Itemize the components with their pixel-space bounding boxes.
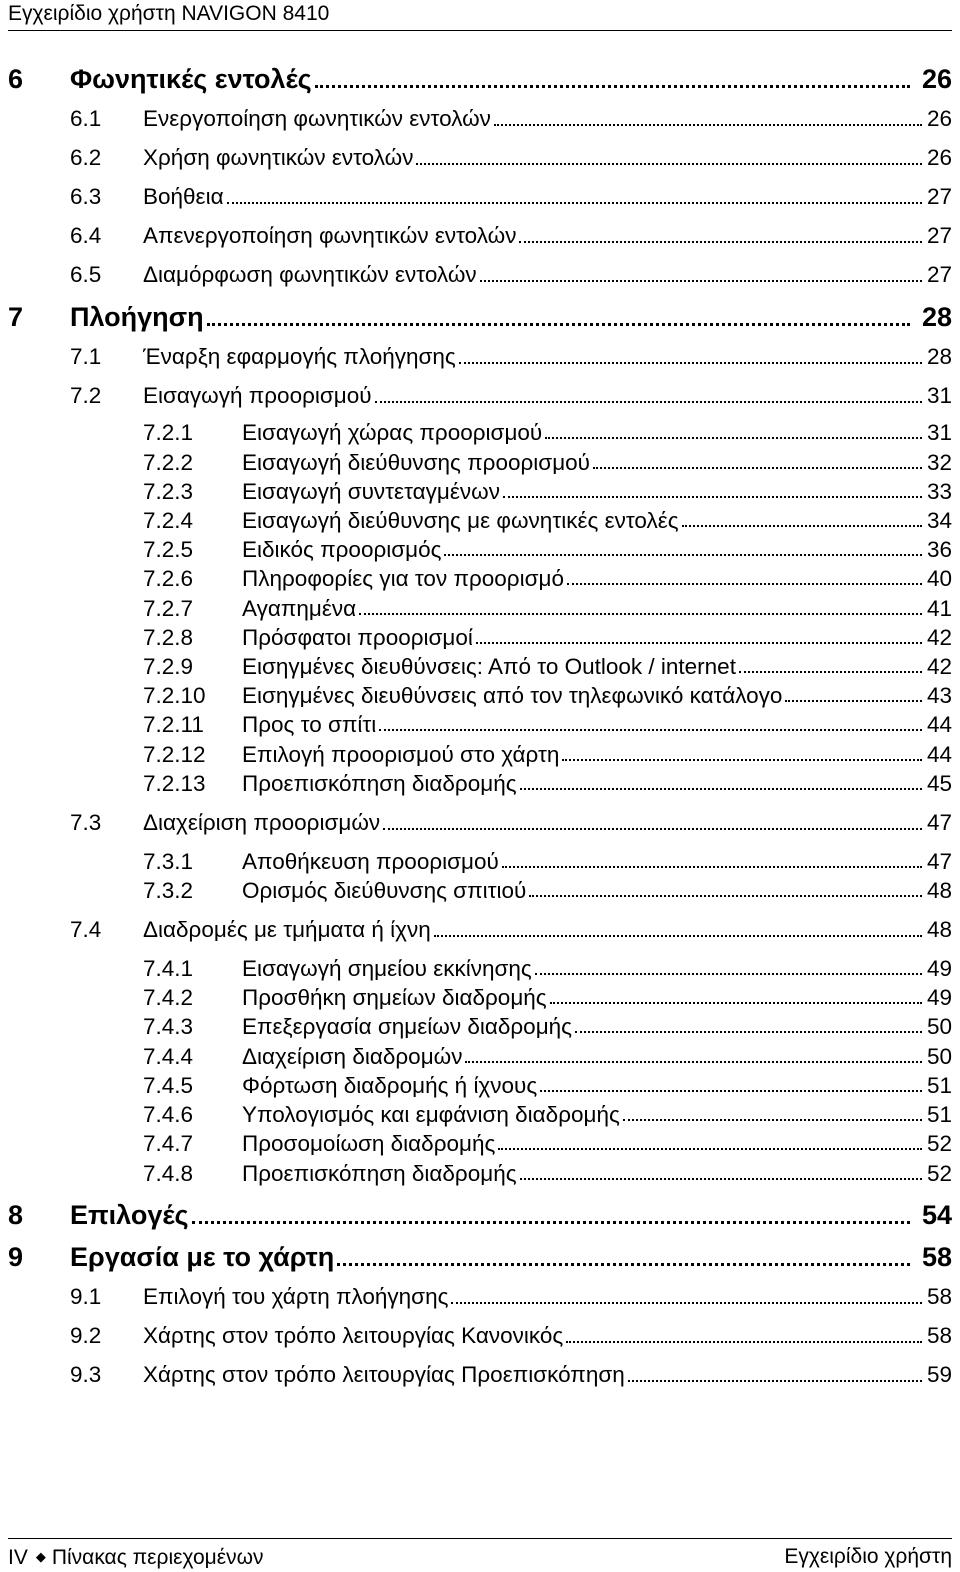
- toc-entry-number: 7.2.11: [143, 712, 204, 737]
- toc-entry-title: Αποθήκευση προορισμού: [242, 849, 499, 874]
- toc-entry[interactable]: [0, 221, 960, 251]
- toc-entry-page: 50: [926, 1014, 952, 1039]
- toc-entry-title: Φωνητικές εντολές: [70, 64, 312, 94]
- toc-entry[interactable]: [0, 808, 960, 838]
- toc-entry-number: 7.2.8: [143, 625, 194, 650]
- toc-entry-title: Διαδρομές με τμήματα ή ίχνη: [143, 917, 431, 942]
- dot-leader: [383, 808, 922, 838]
- dot-leader: [566, 1321, 922, 1351]
- toc-entry-number: 7.4.1: [143, 956, 194, 981]
- toc-entry-page: 44: [926, 712, 952, 737]
- toc-entry-title: Προσθήκη σημείων διαδρομής: [242, 985, 547, 1010]
- dot-leader: [207, 299, 910, 335]
- toc-entry-page: 47: [926, 849, 952, 874]
- toc-entry-page: 49: [926, 956, 952, 981]
- toc-entry[interactable]: [0, 915, 960, 945]
- toc-entry-page: 51: [926, 1073, 952, 1098]
- toc-entry-page: 28: [926, 344, 952, 369]
- dot-leader: [465, 1042, 922, 1071]
- dot-leader: [503, 477, 922, 506]
- toc-entry[interactable]: [0, 260, 960, 290]
- toc-entry-number: 7.2.3: [143, 479, 194, 504]
- dot-leader: [562, 740, 922, 769]
- toc-entry-page: 58: [926, 1323, 952, 1348]
- toc-entry-number: 7.2.13: [143, 771, 206, 796]
- toc-entry-number: 9.3: [70, 1362, 102, 1387]
- toc-entry[interactable]: [0, 182, 960, 212]
- dot-leader: [359, 594, 922, 623]
- toc-entry[interactable]: [0, 1321, 960, 1351]
- toc-entry-number: 7.4.7: [143, 1131, 194, 1156]
- toc-entry-page: 26: [926, 145, 952, 170]
- toc-entry-page: 48: [926, 917, 952, 942]
- toc-entry-title: Εισαγωγή διεύθυνσης προορισμού: [242, 450, 590, 475]
- dot-leader: [520, 1159, 922, 1188]
- toc-entry-page: 52: [926, 1131, 952, 1156]
- dot-leader: [476, 623, 922, 652]
- toc-entry-page: 26: [921, 64, 952, 94]
- toc-entry[interactable]: [0, 710, 960, 739]
- toc-entry[interactable]: [0, 381, 960, 411]
- toc-entry[interactable]: [0, 652, 960, 681]
- toc-entry-page: 54: [921, 1200, 952, 1230]
- toc-entry-page: 27: [926, 223, 952, 248]
- toc-entry[interactable]: [0, 342, 960, 372]
- toc-entry[interactable]: [0, 983, 960, 1012]
- toc-entry-number: 7.4.6: [143, 1102, 194, 1127]
- toc-entry-title: Προς το σπίτι: [242, 712, 377, 737]
- footer-left: [8, 1543, 263, 1572]
- toc-entry-page: 40: [926, 566, 952, 591]
- toc-entry-page: 31: [926, 383, 952, 408]
- footer-right: Εγχειρίδιο χρήστη: [784, 1545, 952, 1568]
- toc-entry[interactable]: [0, 740, 960, 769]
- toc-entry-number: 7: [8, 302, 24, 332]
- dot-leader: [545, 418, 922, 447]
- toc-entry[interactable]: [0, 1239, 960, 1275]
- toc-entry[interactable]: [0, 1129, 960, 1158]
- toc-entry-title: Εισηγμένες διευθύνσεις από τον τηλεφωνικό κατάλογο: [242, 683, 783, 708]
- toc-entry-page: 49: [926, 985, 952, 1010]
- toc-entry-number: 6.1: [70, 106, 102, 131]
- dot-leader: [379, 710, 922, 739]
- toc-entry[interactable]: [0, 847, 960, 876]
- toc-entry-title: Διαχείριση προορισμών: [143, 810, 381, 835]
- toc-entry-page: 33: [926, 479, 952, 504]
- toc-entry-title: Απενεργοποίηση φωνητικών εντολών: [143, 223, 517, 248]
- toc-entry[interactable]: [0, 954, 960, 983]
- toc-entry-number: 7.2.12: [143, 742, 206, 767]
- toc-entry-page: 48: [926, 878, 952, 903]
- toc-entry[interactable]: [0, 299, 960, 335]
- dot-leader: [444, 535, 922, 564]
- dot-leader: [434, 915, 922, 945]
- toc-entry-title: Αγαπημένα: [242, 596, 357, 621]
- toc-entry-number: 6.4: [70, 223, 102, 248]
- dot-leader: [628, 1360, 922, 1390]
- toc-entry-title: Προεπισκόπηση διαδρομής: [242, 1161, 517, 1186]
- dot-leader: [785, 681, 922, 710]
- toc-entry-page: 43: [926, 683, 952, 708]
- toc-entry-number: 6.2: [70, 145, 102, 170]
- toc-entry-title: Υπολογισμός και εμφάνιση διαδρομής: [242, 1102, 620, 1127]
- toc-entry-number: 9: [8, 1242, 24, 1272]
- dot-leader: [494, 104, 922, 134]
- dot-leader: [192, 1197, 910, 1233]
- toc-entry-title: Προεπισκόπηση διαδρομής: [242, 771, 517, 796]
- toc-entry[interactable]: [0, 104, 960, 134]
- toc-entry-page: 52: [926, 1161, 952, 1186]
- toc-entry[interactable]: [0, 1012, 960, 1041]
- toc-entry-title: Προσομοίωση διαδρομής: [242, 1131, 496, 1156]
- dot-leader: [575, 1012, 922, 1041]
- toc-entry-page: 59: [926, 1362, 952, 1387]
- toc-entry-number: 8: [8, 1200, 24, 1230]
- toc-entry-title: Εισαγωγή διεύθυνσης με φωνητικές εντολές: [242, 508, 679, 533]
- toc-entry-number: 7.4: [70, 917, 102, 942]
- toc-entry[interactable]: [0, 61, 960, 97]
- toc-entry-number: 7.2.2: [143, 450, 194, 475]
- toc-entry-page: 26: [926, 106, 952, 131]
- toc-entry[interactable]: [0, 448, 960, 477]
- dot-leader: [567, 564, 922, 593]
- toc-entry[interactable]: [0, 1360, 960, 1390]
- toc-entry-page: 28: [921, 302, 952, 332]
- toc-entry-number: 7.4.4: [143, 1044, 194, 1069]
- toc-entry-title: Εισηγμένες διευθύνσεις: Από το Outlook / internet: [242, 654, 736, 679]
- dot-leader: [227, 182, 922, 212]
- toc-entry-number: 7.2.7: [143, 596, 194, 621]
- toc-entry-title: Χάρτης στον τρόπο λειτουργίας Κανονικός: [143, 1323, 564, 1348]
- toc-entry[interactable]: [0, 623, 960, 652]
- toc-entry-number: 7.2.4: [143, 508, 194, 533]
- toc-entry-number: 7.3.1: [143, 849, 194, 874]
- dot-leader: [535, 954, 922, 983]
- page-footer: [8, 1538, 952, 1572]
- toc-entry-title: Εισαγωγή χώρας προορισμού: [242, 420, 543, 445]
- toc-entry-title: Επιλογή προορισμού στο χάρτη: [242, 742, 560, 767]
- toc-entry-number: 7.4.2: [143, 985, 194, 1010]
- toc-entry[interactable]: [0, 564, 960, 593]
- toc-entry-number: 7.1: [70, 344, 102, 369]
- toc-entry-title: Εισαγωγή σημείου εκκίνησης: [242, 956, 532, 981]
- toc-entry-number: 7.3: [70, 810, 102, 835]
- toc-entry[interactable]: [0, 1100, 960, 1129]
- toc-entry[interactable]: [0, 506, 960, 535]
- dot-leader: [593, 448, 922, 477]
- toc-entry-number: 7.2.10: [143, 683, 206, 708]
- dot-leader: [498, 1129, 922, 1158]
- toc-entry-page: 58: [921, 1242, 952, 1272]
- toc-entry-page: 44: [926, 742, 952, 767]
- dot-leader: [519, 221, 922, 251]
- toc-entry-title: Φόρτωση διαδρομής ή ίχνους: [242, 1073, 538, 1098]
- dot-leader: [540, 1071, 922, 1100]
- dot-leader: [480, 260, 922, 290]
- toc-entry-page: 32: [926, 450, 952, 475]
- toc-entry-number: 9.1: [70, 1284, 102, 1309]
- toc-entry-number: 7.2.6: [143, 566, 194, 591]
- toc-entry-title: Επιλογή του χάρτη πλοήγησης: [143, 1284, 449, 1309]
- toc-entry-number: 7.2.5: [143, 537, 194, 562]
- toc-entry-number: 7.2: [70, 383, 102, 408]
- toc-entry-title: Πλοήγηση: [70, 302, 204, 332]
- toc-entry[interactable]: [0, 1042, 960, 1071]
- dot-leader: [315, 61, 910, 97]
- toc-entry-number: 7.2.1: [143, 420, 194, 445]
- toc-entry-number: 7.2.9: [143, 654, 194, 679]
- toc-entry-title: Έναρξη εφαρμογής πλοήγησης: [143, 344, 456, 369]
- toc-entry[interactable]: [0, 769, 960, 798]
- toc-entry-number: 6.5: [70, 262, 102, 287]
- toc-entry-page: 42: [926, 625, 952, 650]
- dot-leader: [520, 769, 922, 798]
- dot-leader: [550, 983, 922, 1012]
- toc-entry-page: 50: [926, 1044, 952, 1069]
- toc-entry-page: 45: [926, 771, 952, 796]
- toc-entry-number: 9.2: [70, 1323, 102, 1348]
- toc-entry-title: Πρόσφατοι προορισμοί: [242, 625, 473, 650]
- dot-leader: [502, 847, 922, 876]
- toc-entry-number: 6: [8, 64, 24, 94]
- toc-entry-page: 47: [926, 810, 952, 835]
- dot-leader: [459, 342, 922, 372]
- toc-entry-title: Επεξεργασία σημείων διαδρομής: [242, 1014, 573, 1039]
- dot-leader: [623, 1100, 922, 1129]
- toc-entry[interactable]: [0, 1282, 960, 1312]
- toc-entry[interactable]: [0, 681, 960, 710]
- dot-leader: [451, 1282, 922, 1312]
- toc-entry-page: 27: [926, 184, 952, 209]
- toc-entry-title: Ενεργοποίηση φωνητικών εντολών: [143, 106, 491, 131]
- toc-entry-page: 58: [926, 1284, 952, 1309]
- toc-entry-title: Βοήθεια: [143, 184, 224, 209]
- footer-page-label: IV: [8, 1546, 28, 1569]
- toc-entry-title: Επιλογές: [70, 1200, 189, 1230]
- toc-entry-page: 27: [926, 262, 952, 287]
- toc-entry[interactable]: [0, 1071, 960, 1100]
- header-title: Εγχειρίδιο χρήστη NAVIGON 8410: [8, 2, 330, 25]
- toc-entry[interactable]: [0, 535, 960, 564]
- toc-entry-title: Ορισμός διεύθυνσης σπιτιού: [242, 878, 527, 903]
- toc-entry-number: 7.3.2: [143, 878, 194, 903]
- toc-entry-title: Πληροφορίες για τον προορισμό: [242, 566, 564, 591]
- toc-entry-number: 6.3: [70, 184, 102, 209]
- dot-leader: [739, 652, 922, 681]
- toc-entry-page: 36: [926, 537, 952, 562]
- toc-entry-title: Ειδικός προορισμός: [242, 537, 442, 562]
- toc-entry-page: 42: [926, 654, 952, 679]
- dot-leader: [337, 1239, 910, 1275]
- toc-entry-number: 7.4.8: [143, 1161, 194, 1186]
- toc-entry-title: Εισαγωγή συντεταγμένων: [242, 479, 500, 504]
- dot-leader: [682, 506, 922, 535]
- toc-entry-title: Εισαγωγή προορισμού: [143, 383, 372, 408]
- toc-entry-title: Χρήση φωνητικών εντολών: [143, 145, 414, 170]
- toc-entry-title: Διαμόρφωση φωνητικών εντολών: [143, 262, 477, 287]
- toc-entry[interactable]: [0, 143, 960, 173]
- toc-entry-title: Χάρτης στον τρόπο λειτουργίας Προεπισκόπηση: [143, 1362, 625, 1387]
- toc-entry-title: Εργασία με το χάρτη: [70, 1242, 335, 1272]
- toc-entry[interactable]: [0, 1197, 960, 1233]
- toc-entry[interactable]: [0, 876, 960, 905]
- toc-entry[interactable]: [0, 477, 960, 506]
- diamond-icon: ◆: [35, 1549, 46, 1564]
- footer-section: Πίνακας περιεχομένων: [51, 1546, 264, 1569]
- toc-entry[interactable]: [0, 418, 960, 447]
- toc-entry-title: Διαχείριση διαδρομών: [242, 1044, 463, 1069]
- dot-leader: [375, 381, 922, 411]
- toc-entry-page: 34: [926, 508, 952, 533]
- toc-entry[interactable]: [0, 594, 960, 623]
- toc-entry-page: 31: [926, 420, 952, 445]
- toc-entry-page: 51: [926, 1102, 952, 1127]
- toc-entry[interactable]: [0, 1159, 960, 1188]
- dot-leader: [416, 143, 922, 173]
- toc-entry-page: 41: [926, 596, 952, 621]
- toc-entry-number: 7.4.3: [143, 1014, 194, 1039]
- toc-entry-number: 7.4.5: [143, 1073, 194, 1098]
- dot-leader: [529, 876, 922, 905]
